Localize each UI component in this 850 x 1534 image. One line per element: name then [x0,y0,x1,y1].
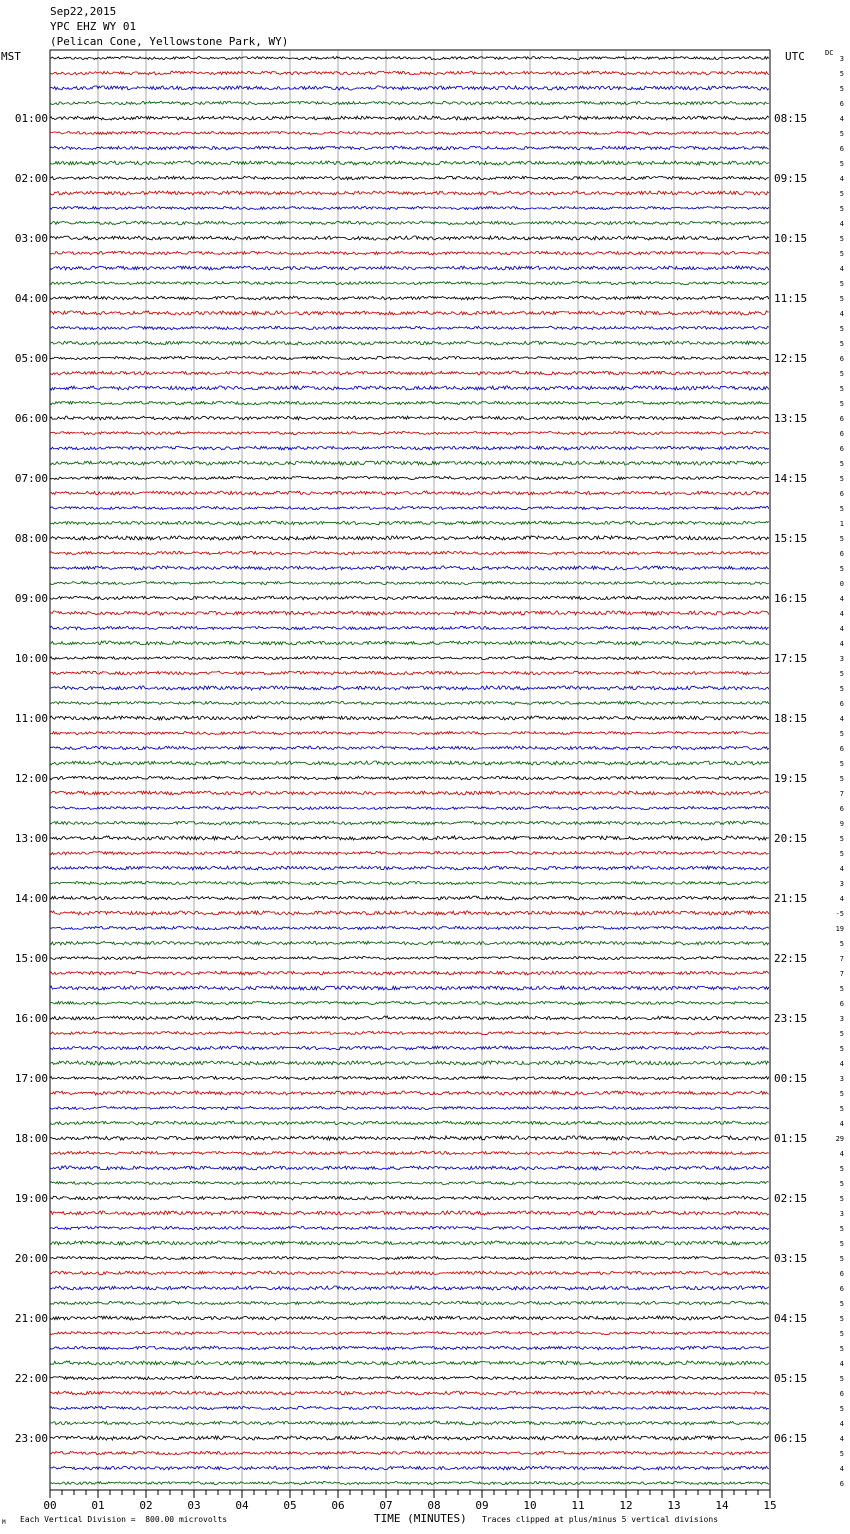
seismic-trace-3 [50,86,769,90]
seismic-trace-35 [50,566,769,570]
seismic-trace-64 [50,1001,769,1004]
dc-offset-label: 6 [839,1480,844,1488]
hour-label-right: 12:15 [774,352,808,365]
seismic-trace-80 [50,1241,769,1245]
seismic-trace-76 [50,1181,769,1184]
seismic-trace-75 [50,1166,769,1170]
seismic-trace-91 [50,1406,769,1409]
seismic-trace-92 [50,1421,769,1425]
dc-offset-label: 3 [839,1210,844,1218]
dc-offset-label: 4 [839,715,844,723]
dc-offset-label: 5 [839,235,844,243]
seismic-trace-86 [50,1331,769,1334]
dc-offset-label: 4 [839,115,844,123]
x-tick-label: 02 [139,1499,153,1512]
seismic-trace-68 [50,1061,769,1065]
seismic-trace-90 [50,1391,769,1395]
seismic-trace-83 [50,1286,769,1290]
dc-offset-label: 4 [839,220,844,228]
dc-offset-label: 5 [839,1330,844,1338]
hour-label-left: 06:00 [14,412,48,425]
dc-offset-label: 4 [839,865,844,873]
dc-offset-label: 4 [839,1120,844,1128]
dc-offset-label: 4 [839,595,844,603]
x-tick-label: 10 [523,1499,537,1512]
chart-date: Sep22,2015 [50,5,117,18]
seismic-trace-74 [50,1151,769,1154]
seismic-trace-85 [50,1316,769,1320]
seismic-trace-27 [50,446,769,450]
clip-note: Traces clipped at plus/minus 5 vertical divisions [482,1515,719,1524]
x-tick-label: 04 [235,1499,249,1512]
dc-offset-label: 5 [839,1300,844,1308]
seismic-trace-19 [50,326,769,329]
dc-offset-label: 6 [839,700,844,708]
hour-label-left: 21:00 [14,1312,48,1325]
seismic-trace-25 [50,416,769,420]
seismic-trace-71 [50,1106,769,1109]
hour-label-right: 20:15 [774,832,808,845]
seismic-trace-62 [50,971,769,975]
hour-label-left: 22:00 [14,1372,48,1385]
seismic-trace-31 [50,506,769,509]
seismic-trace-45 [50,716,769,720]
x-tick-label: 00 [43,1499,57,1512]
hour-label-right: 08:15 [774,112,808,125]
dc-offset-label: 3 [839,55,844,63]
seismic-trace-10 [50,191,769,195]
hour-label-right: 16:15 [774,592,808,605]
seismic-trace-49 [50,776,769,780]
hour-label-right: 00:15 [774,1072,808,1085]
seismic-trace-36 [50,581,769,584]
hour-label-right: 14:15 [774,472,808,485]
dc-offset-label: 5 [839,1375,844,1383]
seismic-trace-81 [50,1256,769,1259]
dc-offset-label: 5 [839,1045,844,1053]
hour-label-left: 15:00 [14,952,48,965]
dc-offset-label: 5 [839,1090,844,1098]
hour-label-right: 22:15 [774,952,808,965]
seismic-trace-12 [50,221,769,225]
dc-offset-label: 5 [839,1105,844,1113]
seismic-trace-65 [50,1016,769,1020]
dc-offset-label: 5 [839,475,844,483]
hour-label-left: 04:00 [14,292,48,305]
dc-offset-label: 5 [839,505,844,513]
dc-offset-label: 5 [839,385,844,393]
dc-offset-label: 5 [839,985,844,993]
dc-offset-label: 3 [839,1075,844,1083]
seismic-trace-13 [50,236,769,240]
hour-label-left: 07:00 [14,472,48,485]
dc-offset-label: 5 [839,565,844,573]
dc-offset-label: 5 [839,295,844,303]
dc-offset-label: 5 [839,1225,844,1233]
dc-offset-label: 4 [839,1150,844,1158]
hour-label-left: 02:00 [14,172,48,185]
seismic-trace-58 [50,911,769,915]
seismic-trace-30 [50,491,769,495]
x-tick-label: 15 [763,1499,777,1512]
dc-offset-label: 5 [839,400,844,408]
seismic-trace-46 [50,731,769,734]
hour-label-left: 23:00 [14,1432,48,1445]
dc-offset-label: 4 [839,895,844,903]
hour-label-left: 03:00 [14,232,48,245]
dc-offset-label: 6 [839,1285,844,1293]
x-tick-label: 07 [379,1499,393,1512]
dc-offset-label: 6 [839,145,844,153]
seismic-trace-21 [50,356,769,359]
dc-offset-label: 3 [839,655,844,663]
dc-offset-label: 4 [839,175,844,183]
dc-offset-label: 5 [839,70,844,78]
dc-offset-label: 6 [839,1000,844,1008]
dc-offset-label: 5 [839,370,844,378]
seismic-trace-55 [50,866,769,870]
dc-offset-label: 4 [839,1435,844,1443]
x-tick-label: 14 [715,1499,729,1512]
x-tick-label: 09 [475,1499,489,1512]
dc-offset-label: 9 [839,820,844,828]
seismic-trace-73 [50,1136,769,1140]
dc-offset-label: 6 [839,355,844,363]
dc-offset-label: 6 [839,1390,844,1398]
seismic-trace-8 [50,161,769,165]
seismic-trace-50 [50,791,769,795]
hour-label-right: 05:15 [774,1372,808,1385]
dc-offset-label: 5 [839,460,844,468]
seismic-trace-96 [50,1482,769,1485]
seismic-trace-61 [50,956,769,959]
dc-offset-label: 6 [839,490,844,498]
dc-offset-label: 5 [839,835,844,843]
hour-label-left: 11:00 [14,712,48,725]
dc-header-label: DC [825,49,834,57]
seismic-trace-14 [50,251,769,255]
seismic-trace-63 [50,986,769,990]
seismic-trace-16 [50,281,769,284]
x-tick-label: 03 [187,1499,201,1512]
seismic-trace-95 [50,1466,769,1470]
hour-label-right: 02:15 [774,1192,808,1205]
x-tick-label: 12 [619,1499,633,1512]
dc-offset-label: 5 [839,325,844,333]
seismic-trace-51 [50,806,769,809]
dc-offset-label: 5 [839,1180,844,1188]
dc-offset-label: 4 [839,1420,844,1428]
dc-offset-label: 1 [839,520,844,528]
dc-offset-label: 5 [839,205,844,213]
seismic-trace-60 [50,941,769,945]
seismic-trace-72 [50,1121,769,1125]
dc-offset-label: 5 [839,160,844,168]
hour-label-left: 09:00 [14,592,48,605]
seismic-trace-26 [50,431,769,434]
chart-subtitle: (Pelican Cone, Yellowstone Park, WY) [50,35,289,48]
dc-offset-label: 4 [839,610,844,618]
seismic-trace-44 [50,701,769,704]
seismic-trace-15 [50,266,769,270]
seismic-trace-1 [50,56,769,59]
seismic-trace-53 [50,836,769,840]
dc-offset-label: 6 [839,1270,844,1278]
seismic-trace-54 [50,851,769,854]
seismic-trace-6 [50,131,769,134]
seismic-trace-42 [50,671,769,675]
dc-offset-label: 5 [839,280,844,288]
dc-offset-label: 6 [839,100,844,108]
dc-offset-label: 4 [839,1060,844,1068]
seismic-trace-59 [50,926,769,929]
x-tick-label: 13 [667,1499,681,1512]
seismic-trace-5 [50,116,769,120]
dc-offset-label: 5 [839,1030,844,1038]
seismic-trace-23 [50,386,769,390]
seismic-trace-56 [50,881,769,884]
x-tick-label: 06 [331,1499,345,1512]
seismic-trace-94 [50,1451,769,1454]
corner-mark: M [2,1519,6,1526]
seismic-trace-18 [50,311,769,315]
dc-offset-label: 5 [839,1240,844,1248]
dc-offset-label: 7 [839,970,844,978]
dc-offset-label: 5 [839,1450,844,1458]
seismic-trace-88 [50,1361,769,1365]
hour-label-right: 04:15 [774,1312,808,1325]
dc-offset-label: 6 [839,415,844,423]
left-timezone-label: MST [1,50,21,63]
seismic-trace-57 [50,896,769,900]
dc-offset-label: 5 [839,775,844,783]
dc-offset-label: 3 [839,880,844,888]
x-tick-label: 11 [571,1499,585,1512]
dc-offset-label: 4 [839,310,844,318]
dc-offset-label: 3 [839,1015,844,1023]
seismic-trace-20 [50,341,769,345]
dc-offset-label: 5 [839,1195,844,1203]
dc-offset-label: 4 [839,1360,844,1368]
seismic-trace-82 [50,1271,769,1275]
hour-label-left: 19:00 [14,1192,48,1205]
dc-offset-label: 6 [839,745,844,753]
seismic-trace-69 [50,1076,769,1080]
dc-offset-label: 7 [839,955,844,963]
seismic-trace-43 [50,686,769,690]
dc-offset-label: 29 [835,1135,844,1143]
hour-label-left: 13:00 [14,832,48,845]
seismic-trace-28 [50,461,769,465]
hour-label-right: 10:15 [774,232,808,245]
x-tick-label: 05 [283,1499,297,1512]
x-tick-label: 08 [427,1499,441,1512]
dc-offset-label: 6 [839,445,844,453]
hour-label-right: 06:15 [774,1432,808,1445]
seismic-trace-37 [50,596,769,600]
seismic-trace-89 [50,1376,769,1379]
hour-label-left: 08:00 [14,532,48,545]
seismic-trace-2 [50,71,769,75]
seismic-trace-67 [50,1046,769,1050]
hour-label-right: 21:15 [774,892,808,905]
seismic-trace-40 [50,641,769,645]
seismic-trace-52 [50,821,769,825]
dc-offset-label: 5 [839,250,844,258]
hour-label-right: 19:15 [774,772,808,785]
dc-offset-label: 4 [839,625,844,633]
hour-label-left: 01:00 [14,112,48,125]
seismic-trace-29 [50,476,769,479]
chart-title: YPC EHZ WY 01 [50,20,137,33]
seismic-trace-48 [50,761,769,765]
dc-offset-label: 5 [839,1345,844,1353]
dc-offset-label: 4 [839,1465,844,1473]
seismic-trace-47 [50,746,769,750]
hour-label-right: 09:15 [774,172,808,185]
hour-label-left: 10:00 [14,652,48,665]
hour-label-left: 12:00 [14,772,48,785]
dc-offset-label: 5 [839,1315,844,1323]
seismic-trace-9 [50,176,769,180]
hour-label-left: 14:00 [14,892,48,905]
hour-label-right: 13:15 [774,412,808,425]
dc-offset-label: 5 [839,340,844,348]
dc-offset-label: 4 [839,265,844,273]
dc-offset-label: 4 [839,640,844,648]
seismic-trace-77 [50,1196,769,1200]
hour-label-right: 23:15 [774,1012,808,1025]
dc-offset-label: 6 [839,805,844,813]
x-axis-label: TIME (MINUTES) [374,1512,467,1525]
dc-offset-label: 6 [839,550,844,558]
hour-label-right: 15:15 [774,532,808,545]
dc-offset-label: 0 [839,580,844,588]
seismic-trace-93 [50,1436,769,1440]
seismic-trace-84 [50,1301,769,1305]
seismic-trace-32 [50,521,769,525]
hour-label-right: 11:15 [774,292,808,305]
dc-offset-label: 5 [839,1165,844,1173]
dc-offset-label: 5 [839,190,844,198]
dc-offset-label: 5 [839,940,844,948]
dc-offset-label: 19 [835,925,844,933]
dc-offset-label: 7 [839,790,844,798]
dc-offset-label: 5 [839,730,844,738]
dc-offset-label: 5 [839,670,844,678]
scale-note: Each Vertical Division = 800.00 microvolts [20,1515,228,1524]
hour-label-left: 20:00 [14,1252,48,1265]
seismic-trace-33 [50,536,769,540]
hour-label-left: 18:00 [14,1132,48,1145]
hour-label-right: 17:15 [774,652,808,665]
dc-offset-label: 5 [839,850,844,858]
hour-label-right: 18:15 [774,712,808,725]
dc-offset-label: 5 [839,1405,844,1413]
seismic-trace-34 [50,551,769,555]
seismic-trace-24 [50,401,769,404]
seismic-trace-79 [50,1226,769,1229]
seismic-trace-11 [50,206,769,209]
hour-label-left: 16:00 [14,1012,48,1025]
dc-offset-label: 5 [839,760,844,768]
seismic-trace-78 [50,1211,769,1215]
right-timezone-label: UTC [785,50,805,63]
seismic-trace-87 [50,1346,769,1350]
dc-offset-label: 5 [839,685,844,693]
seismic-trace-39 [50,626,769,629]
dc-offset-label: 5 [839,130,844,138]
seismic-trace-41 [50,656,769,659]
seismic-trace-7 [50,146,769,150]
dc-offset-label: 5 [839,85,844,93]
seismic-trace-4 [50,101,769,104]
hour-label-right: 01:15 [774,1132,808,1145]
hour-label-left: 05:00 [14,352,48,365]
dc-offset-label: -5 [835,910,844,918]
hour-label-left: 17:00 [14,1072,48,1085]
dc-offset-label: 5 [839,535,844,543]
dc-offset-label: 6 [839,430,844,438]
x-tick-label: 01 [91,1499,105,1512]
dc-offset-label: 5 [839,1255,844,1263]
seismic-trace-38 [50,611,769,615]
seismic-trace-70 [50,1091,769,1095]
hour-label-right: 03:15 [774,1252,808,1265]
seismic-trace-17 [50,296,769,300]
seismic-trace-66 [50,1031,769,1034]
seismic-trace-22 [50,371,769,375]
